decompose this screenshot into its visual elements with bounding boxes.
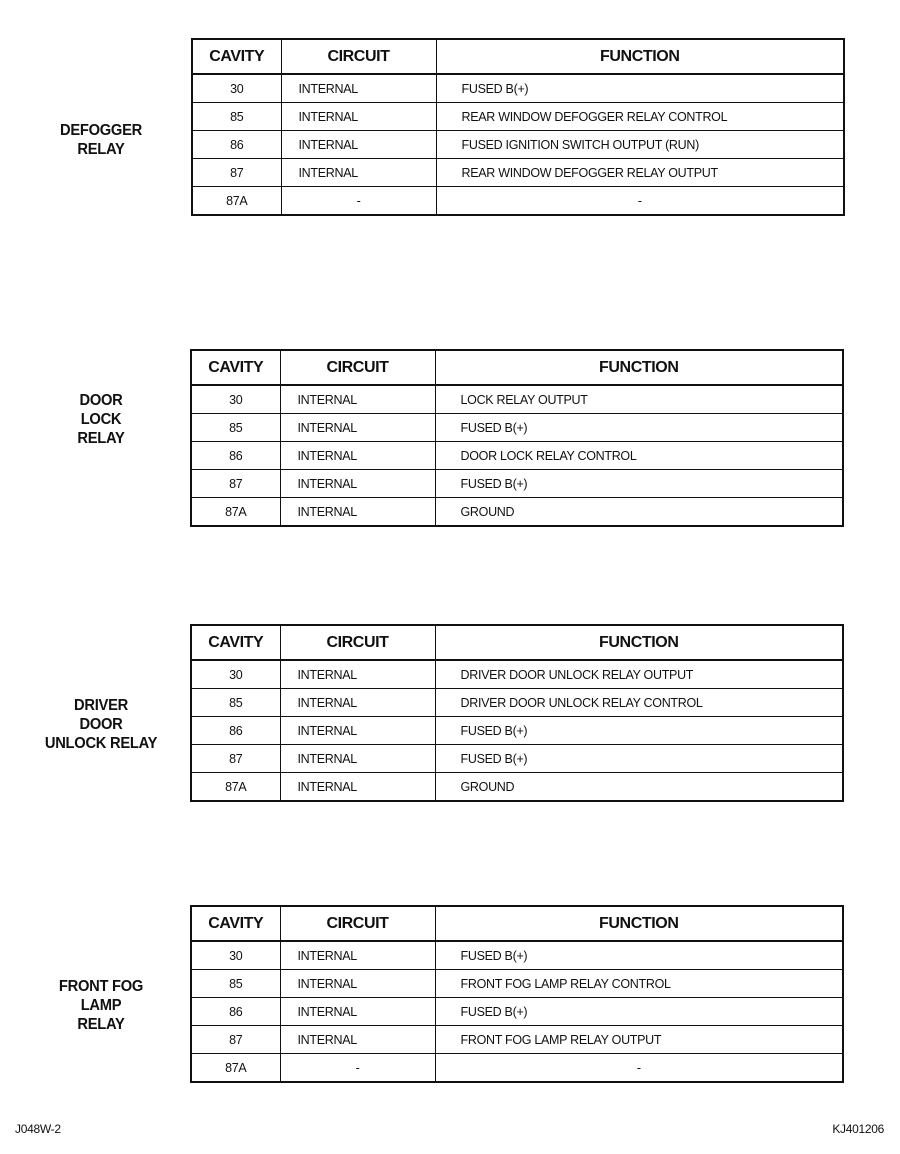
- table-row: [191, 1026, 843, 1054]
- circuit-cell: INTERNAL: [280, 970, 435, 998]
- circuit-header: CIRCUIT: [280, 906, 435, 941]
- cavity-header: CAVITY: [191, 350, 280, 385]
- relay-label-line: FRONT FOG: [58, 978, 144, 995]
- table-row: [192, 131, 844, 159]
- circuit-cell: INTERNAL: [281, 131, 436, 159]
- cavity-cell: 87A: [191, 773, 280, 802]
- function-header: FUNCTION: [436, 39, 844, 74]
- cavity-cell: 87: [191, 745, 280, 773]
- table-row: [191, 717, 843, 745]
- table-row: [192, 159, 844, 187]
- table-row: [191, 442, 843, 470]
- relay-label-line: DEFOGGER: [59, 122, 143, 139]
- circuit-cell: INTERNAL: [280, 498, 435, 527]
- relay-label: [26, 977, 175, 1034]
- table-row: [191, 970, 843, 998]
- circuit-cell: INTERNAL: [280, 998, 435, 1026]
- function-cell: GROUND: [435, 773, 843, 802]
- function-header: FUNCTION: [435, 906, 843, 941]
- circuit-cell: INTERNAL: [281, 103, 436, 131]
- function-cell: FUSED B(+): [435, 414, 843, 442]
- function-cell: FUSED B(+): [435, 717, 843, 745]
- circuit-cell: INTERNAL: [281, 74, 436, 103]
- cavity-cell: 87: [191, 1026, 280, 1054]
- circuit-header: CIRCUIT: [280, 350, 435, 385]
- relay-label-line: LOCK: [80, 411, 122, 428]
- relay-label: [26, 121, 175, 159]
- figure-code-left: J048W-2: [15, 1122, 61, 1136]
- function-cell: REAR WINDOW DEFOGGER RELAY CONTROL: [436, 103, 844, 131]
- circuit-cell: -: [280, 1054, 435, 1083]
- function-cell: -: [436, 187, 844, 216]
- table-header-row: [191, 350, 843, 385]
- table-row: [192, 187, 844, 216]
- table-row: [191, 660, 843, 689]
- cavity-cell: 30: [192, 74, 281, 103]
- table-row: [191, 1054, 843, 1083]
- function-cell: FUSED B(+): [436, 74, 844, 103]
- table-row: [191, 498, 843, 527]
- relay-label-line: RELAY: [77, 1016, 125, 1033]
- function-cell: -: [435, 1054, 843, 1083]
- table-row: [191, 941, 843, 970]
- function-cell: DRIVER DOOR UNLOCK RELAY OUTPUT: [435, 660, 843, 689]
- function-cell: GROUND: [435, 498, 843, 527]
- cavity-cell: 86: [192, 131, 281, 159]
- function-cell: FUSED B(+): [435, 941, 843, 970]
- table-row: [191, 385, 843, 414]
- relay-label-line: UNLOCK RELAY: [44, 735, 158, 752]
- driver-door-unlock-relay-pinout-table: [190, 624, 844, 802]
- relay-label: [26, 696, 175, 753]
- circuit-cell: INTERNAL: [280, 385, 435, 414]
- cavity-cell: 30: [191, 941, 280, 970]
- door-lock-relay-pinout-table: [190, 349, 844, 527]
- circuit-cell: INTERNAL: [281, 159, 436, 187]
- cavity-cell: 86: [191, 998, 280, 1026]
- cavity-cell: 87: [191, 470, 280, 498]
- cavity-cell: 85: [191, 970, 280, 998]
- circuit-cell: INTERNAL: [280, 745, 435, 773]
- table-row: [191, 998, 843, 1026]
- table-row: [192, 74, 844, 103]
- function-cell: FUSED B(+): [435, 745, 843, 773]
- relay-label-line: DRIVER: [74, 697, 128, 714]
- circuit-cell: INTERNAL: [280, 717, 435, 745]
- cavity-cell: 85: [192, 103, 281, 131]
- circuit-cell: INTERNAL: [280, 442, 435, 470]
- cavity-cell: 87A: [191, 1054, 280, 1083]
- circuit-cell: INTERNAL: [280, 1026, 435, 1054]
- table-row: [191, 773, 843, 802]
- circuit-cell: INTERNAL: [280, 660, 435, 689]
- function-cell: FUSED IGNITION SWITCH OUTPUT (RUN): [436, 131, 844, 159]
- cavity-cell: 85: [191, 414, 280, 442]
- cavity-cell: 30: [191, 660, 280, 689]
- function-cell: FRONT FOG LAMP RELAY OUTPUT: [435, 1026, 843, 1054]
- cavity-header: CAVITY: [191, 625, 280, 660]
- table-row: [192, 103, 844, 131]
- function-cell: LOCK RELAY OUTPUT: [435, 385, 843, 414]
- cavity-cell: 87A: [192, 187, 281, 216]
- relay-label-line: RELAY: [77, 430, 125, 447]
- relay-label-line: RELAY: [77, 141, 125, 158]
- defogger-relay-pinout-table: [191, 38, 845, 216]
- table-header-row: [192, 39, 844, 74]
- function-cell: FUSED B(+): [435, 470, 843, 498]
- circuit-header: CIRCUIT: [281, 39, 436, 74]
- function-header: FUNCTION: [435, 350, 843, 385]
- function-cell: FUSED B(+): [435, 998, 843, 1026]
- circuit-cell: INTERNAL: [280, 689, 435, 717]
- relay-label-line: DOOR: [79, 392, 123, 409]
- function-cell: REAR WINDOW DEFOGGER RELAY OUTPUT: [436, 159, 844, 187]
- table-row: [191, 689, 843, 717]
- cavity-cell: 86: [191, 717, 280, 745]
- relay-label-line: DOOR: [79, 716, 123, 733]
- cavity-cell: 87A: [191, 498, 280, 527]
- cavity-cell: 87: [192, 159, 281, 187]
- cavity-cell: 85: [191, 689, 280, 717]
- table-header-row: [191, 625, 843, 660]
- relay-label-line: LAMP: [80, 997, 122, 1014]
- table-header-row: [191, 906, 843, 941]
- function-cell: FRONT FOG LAMP RELAY CONTROL: [435, 970, 843, 998]
- cavity-header: CAVITY: [191, 906, 280, 941]
- circuit-cell: INTERNAL: [280, 773, 435, 802]
- table-row: [191, 414, 843, 442]
- circuit-cell: INTERNAL: [280, 941, 435, 970]
- circuit-cell: INTERNAL: [280, 470, 435, 498]
- cavity-header: CAVITY: [192, 39, 281, 74]
- figure-code-right: KJ401206: [832, 1122, 884, 1136]
- relay-label: [26, 391, 175, 448]
- function-cell: DRIVER DOOR UNLOCK RELAY CONTROL: [435, 689, 843, 717]
- front-fog-lamp-relay-pinout-table: [190, 905, 844, 1083]
- function-header: FUNCTION: [435, 625, 843, 660]
- cavity-cell: 86: [191, 442, 280, 470]
- table-row: [191, 745, 843, 773]
- function-cell: DOOR LOCK RELAY CONTROL: [435, 442, 843, 470]
- circuit-cell: -: [281, 187, 436, 216]
- cavity-cell: 30: [191, 385, 280, 414]
- circuit-cell: INTERNAL: [280, 414, 435, 442]
- circuit-header: CIRCUIT: [280, 625, 435, 660]
- table-row: [191, 470, 843, 498]
